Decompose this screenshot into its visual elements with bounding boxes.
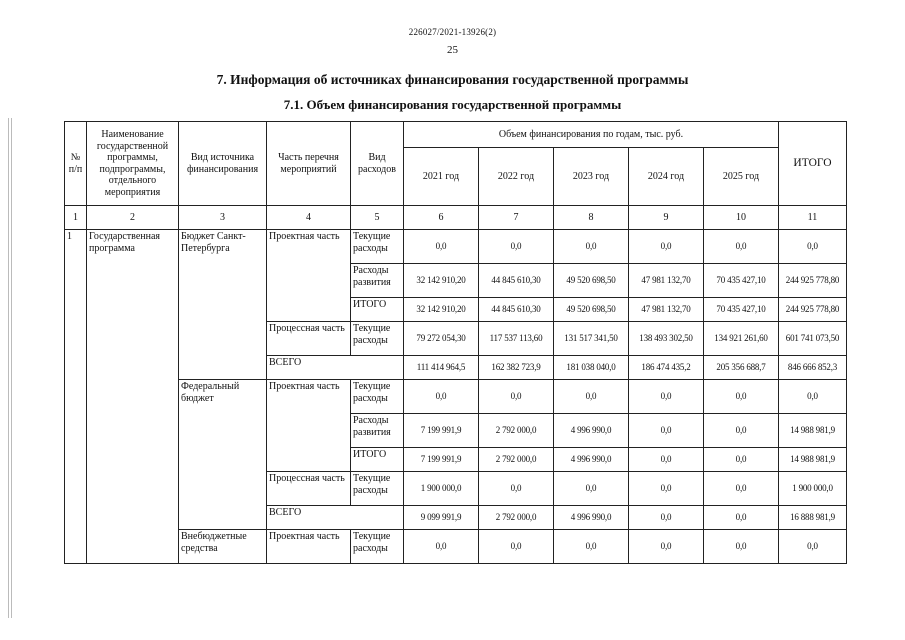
value-cell: 7 199 991,9	[404, 448, 479, 472]
value-cell: 0,0	[629, 530, 704, 564]
value-total: 1 900 000,0	[779, 472, 847, 506]
part-process: Процессная часть	[267, 472, 351, 506]
col-number: 2	[87, 206, 179, 230]
value-cell: 2 792 000,0	[479, 506, 554, 530]
value-cell: 0,0	[554, 472, 629, 506]
value-cell: 0,0	[704, 414, 779, 448]
expense-development: Расходы развития	[351, 264, 404, 298]
expense-current: Текущие расходы	[351, 322, 404, 356]
expense-current: Текущие расходы	[351, 472, 404, 506]
value-cell: 32 142 910,20	[404, 264, 479, 298]
value-cell: 117 537 113,60	[479, 322, 554, 356]
value-cell: 0,0	[479, 380, 554, 414]
header-volume: Объем финансирования по годам, тыс. руб.	[404, 122, 779, 148]
table-row	[65, 230, 847, 264]
table-row	[65, 530, 847, 564]
value-cell: 0,0	[479, 472, 554, 506]
value-cell: 111 414 964,5	[404, 356, 479, 380]
value-cell: 70 435 427,10	[704, 298, 779, 322]
value-cell: 32 142 910,20	[404, 298, 479, 322]
value-cell: 7 199 991,9	[404, 414, 479, 448]
financing-table	[64, 121, 847, 564]
value-cell: 2 792 000,0	[479, 448, 554, 472]
value-cell: 0,0	[554, 230, 629, 264]
value-total: 0,0	[779, 230, 847, 264]
vsego-label: ВСЕГО	[267, 506, 404, 530]
header-year: 2021 год	[404, 148, 479, 206]
expense-current: Текущие расходы	[351, 380, 404, 414]
value-cell: 0,0	[554, 380, 629, 414]
header-year: 2023 год	[554, 148, 629, 206]
value-cell: 186 474 435,2	[629, 356, 704, 380]
value-cell: 0,0	[704, 530, 779, 564]
value-cell: 2 792 000,0	[479, 414, 554, 448]
value-cell: 0,0	[404, 230, 479, 264]
value-cell: 0,0	[629, 472, 704, 506]
document-id: 226027/2021-13926(2)	[408, 27, 497, 37]
value-cell: 0,0	[479, 230, 554, 264]
col-number: 8	[554, 206, 629, 230]
value-cell: 0,0	[629, 230, 704, 264]
section-heading: 7. Информация об источниках финансирования государственной программы	[216, 72, 689, 87]
value-cell: 49 520 698,50	[554, 298, 629, 322]
value-total: 244 925 778,80	[779, 298, 847, 322]
value-total: 846 666 852,3	[779, 356, 847, 380]
header-no: № п/п	[65, 122, 87, 206]
header-source: Вид источника финансирования	[179, 122, 267, 206]
value-cell: 0,0	[554, 530, 629, 564]
source-federal: Федеральный бюджет	[179, 380, 267, 530]
value-cell: 44 845 610,30	[479, 264, 554, 298]
value-cell: 70 435 427,10	[704, 264, 779, 298]
expense-itogo: ИТОГО	[351, 298, 404, 322]
value-cell: 0,0	[629, 448, 704, 472]
part-project: Проектная часть	[267, 380, 351, 472]
value-total: 14 988 981,9	[779, 414, 847, 448]
value-cell: 138 493 302,50	[629, 322, 704, 356]
value-cell: 0,0	[479, 530, 554, 564]
value-cell: 4 996 990,0	[554, 414, 629, 448]
value-cell: 1 900 000,0	[404, 472, 479, 506]
source-extrabudget: Внебюджетные средства	[179, 530, 267, 564]
value-cell: 0,0	[704, 230, 779, 264]
value-total: 0,0	[779, 530, 847, 564]
value-cell: 49 520 698,50	[554, 264, 629, 298]
value-cell: 0,0	[404, 530, 479, 564]
col-number: 1	[65, 206, 87, 230]
header-year: 2022 год	[479, 148, 554, 206]
source-budget-spb: Бюджет Санкт-Петербурга	[179, 230, 267, 380]
col-number: 5	[351, 206, 404, 230]
value-cell: 79 272 054,30	[404, 322, 479, 356]
vsego-label: ВСЕГО	[267, 356, 404, 380]
value-cell: 181 038 040,0	[554, 356, 629, 380]
value-cell: 0,0	[704, 506, 779, 530]
value-cell: 205 356 688,7	[704, 356, 779, 380]
value-cell: 162 382 723,9	[479, 356, 554, 380]
value-cell: 0,0	[629, 380, 704, 414]
value-cell: 0,0	[404, 380, 479, 414]
header-year: 2025 год	[704, 148, 779, 206]
col-number: 9	[629, 206, 704, 230]
header-total: ИТОГО	[779, 122, 847, 206]
col-number: 7	[479, 206, 554, 230]
part-project: Проектная часть	[267, 230, 351, 322]
expense-current: Текущие расходы	[351, 230, 404, 264]
subsection-heading: 7.1. Объем финансирования государственной программы	[283, 97, 622, 112]
value-cell: 4 996 990,0	[554, 448, 629, 472]
part-process: Процессная часть	[267, 322, 351, 356]
column-number-row	[65, 206, 847, 230]
header-year: 2024 год	[629, 148, 704, 206]
expense-development: Расходы развития	[351, 414, 404, 448]
value-cell: 0,0	[704, 448, 779, 472]
table-row	[65, 380, 847, 414]
expense-current: Текущие расходы	[351, 530, 404, 564]
part-project: Проектная часть	[267, 530, 351, 564]
col-number: 6	[404, 206, 479, 230]
value-cell: 0,0	[704, 380, 779, 414]
value-total: 0,0	[779, 380, 847, 414]
value-cell: 44 845 610,30	[479, 298, 554, 322]
value-total: 16 888 981,9	[779, 506, 847, 530]
value-cell: 47 981 132,70	[629, 264, 704, 298]
value-cell: 9 099 991,9	[404, 506, 479, 530]
value-cell: 4 996 990,0	[554, 506, 629, 530]
col-number: 10	[704, 206, 779, 230]
header-name: Наименование государственной программы, подпрограммы, отдельного мероприятия	[87, 122, 179, 206]
value-cell: 131 517 341,50	[554, 322, 629, 356]
header-part: Часть перечня мероприятий	[267, 122, 351, 206]
value-cell: 0,0	[629, 414, 704, 448]
value-cell: 0,0	[629, 506, 704, 530]
page-number: 25	[447, 44, 458, 56]
program-name: Государственная программа	[87, 230, 179, 564]
col-number: 3	[179, 206, 267, 230]
value-total: 601 741 073,50	[779, 322, 847, 356]
value-total: 244 925 778,80	[779, 264, 847, 298]
value-total: 14 988 981,9	[779, 448, 847, 472]
expense-itogo: ИТОГО	[351, 448, 404, 472]
value-cell: 134 921 261,60	[704, 322, 779, 356]
col-number: 11	[779, 206, 847, 230]
value-cell: 0,0	[704, 472, 779, 506]
value-cell: 47 981 132,70	[629, 298, 704, 322]
col-number: 4	[267, 206, 351, 230]
header-expense: Вид расходов	[351, 122, 404, 206]
row-number: 1	[65, 230, 87, 564]
